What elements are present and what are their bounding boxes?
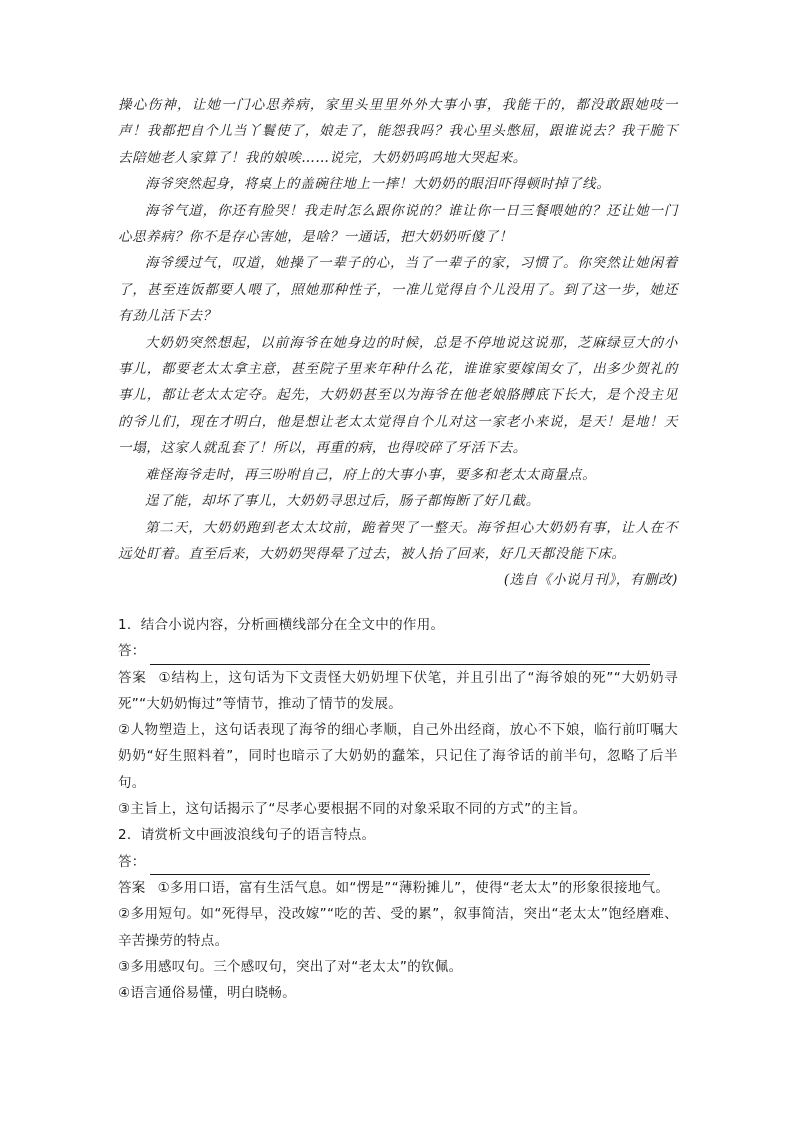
answer-key-point: ④语言通俗易懂，明白晓畅。 [118,985,297,1002]
answer-key-label: 答案 [118,879,146,896]
story-paragraph: 操心伤神，让她一门心思养病，家里头里里外外大事小事，我能干的，都没敢跟她吱一声！我都把自个儿当丫鬟使了，娘走了，能怨我吗？我心里头憋屈，跟谁说去？我干脆下去陪她老人家算了！我的娘唉……说完，大奶奶呜呜地大哭起来。 [118,97,678,166]
answer-key-point: ②人物塑造上，这句话表现了海爷的细心孝顺，自己外出经商，放心不下娘，临行前叮嘱大奶奶“好生照料着”，同时也暗示了大奶奶的蠢笨，只记住了海爷话的前半句，忽略了后半句。 [118,722,678,791]
question-prompt: 2．请赏析文中画波浪线句子的语言特点。 [118,827,376,844]
answer-key-label: 答案 [118,669,147,686]
questions-section [118,612,678,1006]
story-paragraph: 逞了能，却坏了事儿，大奶奶寻思过后，肠子都悔断了好几截。 [145,493,540,510]
answer-key-point: 答案 ①结构上，这句话为下文责怪大奶奶埋下伏笔，并且引出了“海爷娘的死”“大奶奶寻死”“大奶奶悔过”等情节，推动了情节的发展。 [118,669,678,712]
answer-key-point: ③主旨上，这句话揭示了“尽孝心要根据不同的对象采取不同的方式”的主旨。 [118,801,587,818]
story-paragraph: 海爷突然起身，将桌上的盖碗往地上一摔！大奶奶的眼泪吓得顿时掉了线。 [145,176,611,193]
answer-line [118,638,678,664]
answer-line [118,849,678,875]
answer-key-point: ③多用感叹句。三个感叹句，突出了对“老太太”的钦佩。 [118,958,463,975]
answer-label: 答： [118,853,146,870]
story-paragraph: 第二天，大奶奶跑到老太太坟前，跪着哭了一整天。海爷担心大奶奶有事，让人在不远处盯着。直至后来，大奶奶哭得晕了过去，被人抬了回来，好几天都没能下床。 [118,519,678,562]
answer-blank[interactable] [150,858,650,875]
story-paragraph: 海爷缓过气，叹道，她操了一辈子的心，当了一辈子的家，习惯了。你突然让她闲着了，甚至连饭都要人喂了，照她那种性子，一准儿觉得自个儿没用了。到了这一步，她还有劲儿活下去？ [118,255,678,325]
story-paragraph: 海爷气道，你还有脸哭！我走时怎么跟你说的？谁让你一日三餐喂她的？还让她一门心思养病？你不是存心害她，是啥？一通话，把大奶奶听傻了！ [118,202,678,246]
answer-key-point: ②多用短句。如“死得早，没改嫁”“吃的苦、受的累”，叙事简洁，突出“老太太”饱经磨难、辛苦操劳的特点。 [118,906,678,949]
answer-key-point: 答案 ①多用口语，富有生活气息。如“愣是”“薄粉摊儿”，使得“老太太”的形象很接地气。 [118,879,670,896]
question-prompt: 1．结合小说内容，分析画横线部分在全文中的作用。 [118,617,445,633]
question-2 [118,822,678,1006]
answer-blank[interactable] [150,648,650,665]
question-1 [118,612,678,822]
story-paragraph: 大奶奶突然想起，以前海爷在她身边的时候，总是不停地说这说那，芝麻绿豆大的小事儿，都要老太太拿主意，甚至院子里来年种什么花，谁谁家要嫁闺女了，出多少贺礼的事儿，都让老太太定夺。起先，大奶奶甚至以为海爷在他老娘胳膊底下长大，是个没主见的爷儿们，现在才明白，他是想让老太太觉得自个儿对这一家老小来说，是天！是地！天一塌，这家人就乱套了！所以，再重的病，也得咬碎了牙活下去。 [118,334,678,457]
answer-label: 答： [118,643,146,660]
story-paragraph: 难怪海爷走时，再三吩咐自己，府上的大事小事，要多和老太太商量点。 [145,466,597,483]
story-text [118,92,678,594]
story-source: (选自《小说月刊》，有删改) [503,572,678,589]
